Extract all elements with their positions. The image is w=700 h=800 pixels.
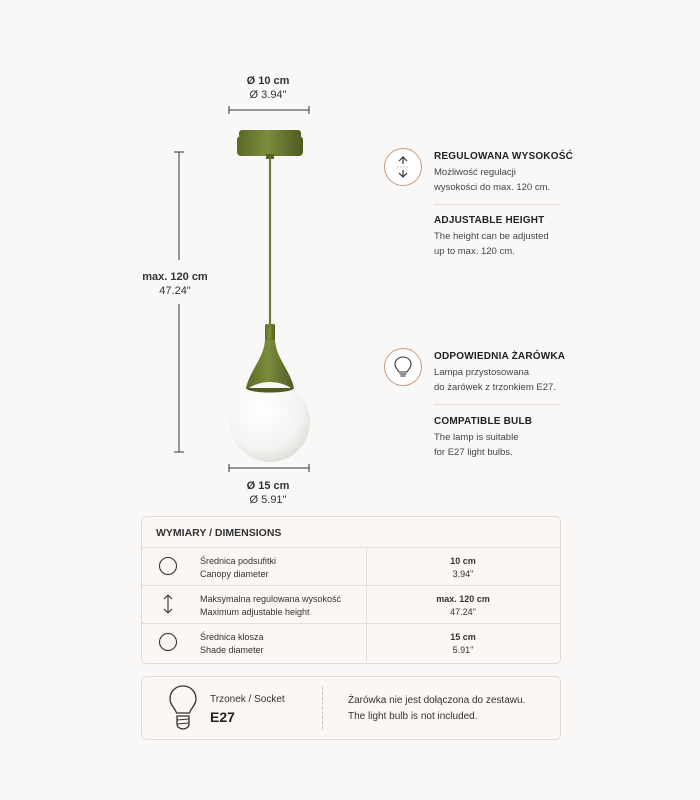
socket-value: E27 bbox=[210, 709, 235, 725]
feature-description-line: Możliwość regulacji bbox=[434, 167, 516, 178]
height-dimension-imperial: 47.24" bbox=[159, 285, 191, 297]
shade-dimension-imperial: Ø 5.91" bbox=[249, 494, 287, 506]
socket-label: Trzonek / Socket bbox=[210, 694, 285, 705]
canopy-dimension-line bbox=[228, 104, 310, 116]
row-value-imperial: 47.24" bbox=[450, 607, 476, 617]
socket-note-en: The light bulb is not included. bbox=[348, 711, 478, 722]
circle-icon bbox=[158, 556, 178, 576]
row-value bbox=[366, 593, 560, 619]
shade-dimension-line bbox=[228, 462, 310, 474]
canopy-dimension-imperial: Ø 3.94" bbox=[249, 89, 287, 101]
row-value-metric: 15 cm bbox=[450, 632, 476, 642]
feature-description-line: up to max. 120 cm. bbox=[434, 246, 515, 257]
row-label-pl: Średnica klosza bbox=[200, 632, 264, 642]
canopy-dimension-metric: Ø 10 cm bbox=[246, 75, 290, 87]
pendant-lamp-illustration bbox=[220, 126, 320, 466]
row-value-imperial: 5.91" bbox=[452, 645, 474, 655]
feature-description-line: do żarówek z trzonkiem E27. bbox=[434, 382, 556, 393]
feature-compatible-bulb-pl bbox=[434, 351, 614, 395]
dimensions-panel bbox=[141, 516, 561, 664]
feature-title: ADJUSTABLE HEIGHT bbox=[434, 215, 545, 226]
height-dimension-line-top bbox=[172, 150, 186, 262]
feature-description bbox=[434, 365, 614, 395]
shade-dimension bbox=[218, 479, 318, 507]
height-dimension-metric: max. 120 cm bbox=[142, 271, 208, 283]
row-value-imperial: 3.94" bbox=[452, 569, 474, 579]
table-row bbox=[142, 585, 560, 624]
feature-divider bbox=[434, 404, 560, 405]
row-label bbox=[200, 555, 276, 581]
row-value-metric: max. 120 cm bbox=[436, 594, 490, 604]
socket-panel bbox=[141, 676, 561, 740]
row-label-en: Shade diameter bbox=[200, 645, 264, 655]
feature-compatible-bulb-en bbox=[434, 416, 614, 460]
light-bulb-icon bbox=[166, 683, 200, 738]
row-label bbox=[200, 631, 264, 657]
feature-title: ODPOWIEDNIA ŻARÓWKA bbox=[434, 351, 566, 362]
feature-description-line: The height can be adjusted bbox=[434, 231, 549, 242]
shade-dimension-metric: Ø 15 cm bbox=[246, 480, 290, 492]
height-dimension bbox=[130, 270, 220, 298]
row-value bbox=[366, 631, 560, 657]
row-label-pl: Maksymalna regulowana wysokość bbox=[200, 594, 342, 604]
row-value bbox=[366, 555, 560, 581]
feature-title: REGULOWANA WYSOKOŚĆ bbox=[434, 151, 573, 162]
light-bulb-icon bbox=[384, 348, 422, 386]
feature-description-line: Lampa przystosowana bbox=[434, 367, 530, 378]
canopy-dimension bbox=[218, 74, 318, 102]
row-label bbox=[200, 593, 341, 619]
socket-note-pl: Żarówka nie jest dołączona do zestawu. bbox=[348, 695, 526, 706]
row-label-pl: Średnica podsufitki bbox=[200, 556, 277, 566]
feature-description-line: for E27 light bulbs. bbox=[434, 447, 513, 458]
up-down-arrow-icon bbox=[384, 148, 422, 186]
socket-divider bbox=[322, 687, 323, 729]
feature-adjustable-height-en bbox=[434, 215, 614, 259]
feature-divider bbox=[434, 204, 560, 205]
vertical-arrow-icon bbox=[158, 594, 178, 614]
table-row bbox=[142, 547, 560, 586]
row-label-en: Maximum adjustable height bbox=[200, 607, 310, 617]
feature-description-line: The lamp is suitable bbox=[434, 432, 519, 443]
circle-icon bbox=[158, 632, 178, 652]
dimensions-title: WYMIARY / DIMENSIONS bbox=[156, 527, 282, 539]
feature-description bbox=[434, 430, 614, 460]
row-value-metric: 10 cm bbox=[450, 556, 476, 566]
feature-description-line: wysokości do max. 120 cm. bbox=[434, 182, 551, 193]
feature-description bbox=[434, 165, 614, 195]
feature-description bbox=[434, 229, 614, 259]
feature-adjustable-height-pl bbox=[434, 151, 614, 195]
table-row bbox=[142, 623, 560, 662]
row-label-en: Canopy diameter bbox=[200, 569, 269, 579]
feature-title: COMPATIBLE BULB bbox=[434, 416, 533, 427]
height-dimension-line-bottom bbox=[172, 304, 186, 454]
